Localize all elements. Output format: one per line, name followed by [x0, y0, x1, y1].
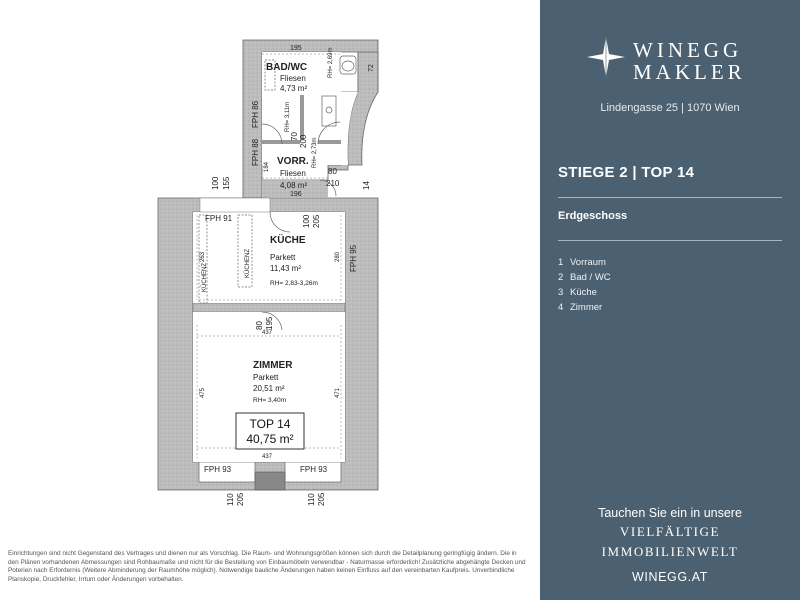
- dim-195-top: 195: [290, 45, 302, 52]
- dim-475: 475: [200, 387, 206, 398]
- dim-471: 471: [335, 387, 341, 398]
- tagline-serif-line2: IMMOBILIENWELT: [601, 544, 739, 559]
- dim-280: 280: [335, 251, 341, 262]
- dim-80-top: 80: [328, 167, 337, 176]
- dim-200: 200: [299, 134, 308, 148]
- dim-195-b: 195: [265, 316, 274, 330]
- dim-80-b: 80: [255, 321, 264, 330]
- room-number: 4: [558, 302, 564, 313]
- room-name-bad: BAD/WC: [266, 62, 308, 73]
- room-floor-kueche: Parkett: [270, 253, 296, 262]
- kuechenz-label-b: KÜCHENZ: [202, 262, 208, 292]
- room-area-zimmer: 20,51 m²: [253, 384, 285, 393]
- dim-437-bottom: 437: [262, 454, 273, 460]
- fph-93-right-label: FPH 93: [300, 465, 328, 474]
- room-list: [558, 255, 611, 315]
- unit-top-label: TOP 14: [249, 417, 291, 431]
- room-name-zimmer: ZIMMER: [253, 360, 293, 371]
- rh-vorr-label: RH= 2,73m: [312, 137, 318, 168]
- floor-label: Erdgeschoss: [558, 210, 628, 222]
- unit-heading: STIEGE 2 | TOP 14: [558, 164, 695, 181]
- dim-263: 263: [200, 251, 206, 262]
- dim-100-a: 100: [211, 176, 220, 190]
- dim-110-b: 110: [307, 493, 316, 506]
- room-name-kueche: KÜCHE: [270, 235, 306, 246]
- room-floor-bad: Fliesen: [280, 74, 306, 83]
- room-number: 2: [558, 272, 564, 283]
- room-floor-zimmer: Parkett: [253, 373, 279, 382]
- room-rh-zimmer: RH= 3,40m: [253, 397, 287, 404]
- dim-196: 196: [290, 191, 302, 198]
- dim-72: 72: [368, 64, 375, 72]
- list-item: [558, 270, 611, 285]
- dim-70: 70: [290, 132, 299, 141]
- kuechenz-label-a: KÜCHENZ: [245, 248, 251, 278]
- room-name: Küche: [570, 287, 597, 298]
- dim-14: 14: [362, 181, 371, 190]
- unit-top-area: 40,75 m²: [246, 432, 294, 446]
- divider: [558, 240, 782, 241]
- list-item: [558, 255, 611, 270]
- fph-95-label: FPH 95: [349, 244, 358, 272]
- dim-437-top: 437: [262, 330, 273, 336]
- dim-205-a: 205: [312, 214, 321, 228]
- dim-210: 210: [326, 179, 340, 188]
- website-link[interactable]: WINEGG.AT: [632, 570, 708, 584]
- rh-bad-label: RH= 3,11m: [285, 101, 291, 132]
- info-panel: [540, 0, 800, 600]
- unit-area-box: [236, 413, 304, 449]
- room-floor-vorr: Fliesen: [280, 169, 306, 178]
- room-name: Bad / WC: [570, 272, 611, 283]
- dim-205-c: 205: [317, 492, 326, 506]
- room-area-kueche: 11,43 m²: [270, 264, 301, 273]
- property-address: Lindengasse 25 | 1070 Wien: [600, 102, 740, 114]
- fph-91-label: FPH 91: [205, 214, 233, 223]
- dim-155: 155: [222, 176, 231, 190]
- dim-184: 184: [264, 161, 270, 172]
- list-item: [558, 285, 611, 300]
- room-name-vorr: VORR.: [277, 156, 309, 167]
- legal-disclaimer: Einrichtungen sind nicht Gegenstand des Vertrages und dienen nur als Vorschlag. Die Raum- und Wohnungsgrößen können sich durch die Detailplanung geringfügig ändern. Die in den Plänen vorhandenen Abmessungen sind Rohbaumaße und nicht für die Bestellung von Einbaumöbeln verwendbar - Naturmasse erforderlich! Zusätzliche abgehängte Decken und Poterien nach Erfordernis (Weitere Abminderung der Raumhöhe möglich). Notwendige bauliche Änderungen haben keinen Einfluss auf den vereinbarten Kaufpreis. Unverbindliche Planskopie, Druckfehler, Irrtum oder Änderungen vorbehalten.: [8, 550, 526, 583]
- room-name: Vorraum: [570, 257, 606, 268]
- tagline-serif-line1: VIELFÄLTIGE: [619, 524, 721, 539]
- fph-88-label: FPH 88: [251, 138, 260, 166]
- room-number: 1: [558, 257, 564, 268]
- divider: [558, 197, 782, 198]
- brand-name-line2: MAKLER: [633, 60, 746, 84]
- room-rh-kueche: RH= 2,83-3,26m: [270, 280, 318, 287]
- dim-110-a: 110: [226, 493, 235, 506]
- dim-205-b: 205: [236, 492, 245, 506]
- tagline: Tauchen Sie ein in unsere: [598, 506, 742, 520]
- rh-bad-top-label: RH= 2,69m: [328, 47, 334, 78]
- dim-100-b: 100: [302, 214, 311, 228]
- room-number: 3: [558, 287, 564, 298]
- fph-93-left-label: FPH 93: [204, 465, 232, 474]
- list-item: [558, 300, 611, 315]
- fph-86-label: FPH 86: [251, 100, 260, 128]
- four-point-star-icon: [587, 37, 625, 77]
- room-area-bad: 4,73 m²: [280, 84, 308, 93]
- room-name: Zimmer: [570, 302, 603, 313]
- room-area-vorr: 4,08 m²: [280, 181, 308, 190]
- brand-name-line1: WINEGG: [633, 38, 743, 62]
